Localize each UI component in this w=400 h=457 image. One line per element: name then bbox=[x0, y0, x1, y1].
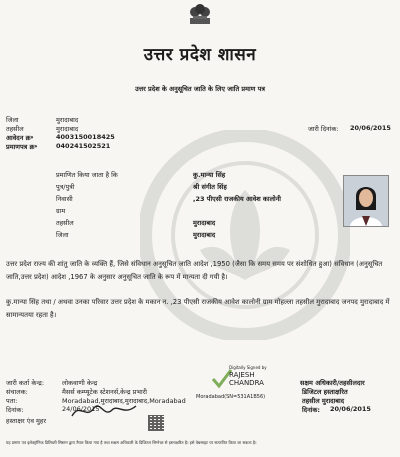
footer-date-label: दिनांक: bbox=[6, 406, 24, 414]
certificate-subtitle: उत्तर प्रदेश के अनुसूचित जाति के लिए जाति प्रमाण पत्र bbox=[135, 85, 265, 93]
digital-signature-block bbox=[211, 365, 285, 393]
digital-signed-by: Digitally Signed by bbox=[229, 365, 267, 370]
certificate-label: प्रमाणपत्र क्र॰ bbox=[6, 143, 38, 151]
tehsil-value: मुरादाबाद bbox=[56, 125, 79, 133]
village-label: ग्राम bbox=[56, 207, 66, 215]
officer-date-label: दिनांक: bbox=[302, 406, 321, 414]
address-value: Moradabad,मुरादाबाद,मुरादाबाद,Moradabad bbox=[62, 397, 186, 405]
application-number: 4003150018425 bbox=[56, 133, 115, 141]
applicant-photo-icon bbox=[344, 176, 388, 226]
footer-date-value: 24/06/2015 bbox=[62, 405, 100, 413]
district-value: मुरादाबाद bbox=[56, 116, 79, 124]
page-title: उत्तर प्रदेश शासन bbox=[143, 45, 257, 65]
address-label: पता: bbox=[6, 397, 18, 405]
detail-district-label: जिला bbox=[56, 231, 69, 239]
officer-place: तहसील मुरादाबाद bbox=[302, 397, 345, 405]
state-emblem-icon bbox=[184, 0, 216, 26]
qr-code-icon bbox=[148, 415, 164, 431]
issue-date-value: 20/06/2015 bbox=[350, 124, 391, 132]
parent-label: पुत्र/पुत्री bbox=[56, 183, 75, 191]
applicant-photo bbox=[343, 175, 389, 227]
issue-date-label: जारी दिनांक: bbox=[308, 125, 339, 133]
district-label: जिला bbox=[6, 116, 19, 124]
issuer-label: जारी कर्ता केन्द्र: bbox=[6, 379, 45, 387]
certify-label: प्रमाणित किया जाता है कि bbox=[56, 171, 118, 179]
detail-tehsil-value: मुरादाबाद bbox=[193, 219, 216, 227]
parent-name: श्री संगीत सिंह bbox=[193, 183, 227, 191]
tehsil-label: तहसील bbox=[6, 125, 24, 133]
officer-date-value: 20/06/2015 bbox=[330, 405, 371, 413]
resident-label: निवासी bbox=[56, 195, 73, 203]
certificate-paragraph-1: उत्तर प्रदेश राज्य की शांतु जाति के व्यक्ति हैं, जिसे संविधान अनुसूचित जाति आदेश ,1950 (जैसा कि समय समय पर संशोधित हुआ) संविधान (अनुसूचित जाति,उत्तर प्रदेश) आदेश ,1967 के अनुसार अनुसूचित जाति के रूप में मान्यता दी गयी है। bbox=[6, 260, 383, 281]
detail-district-value: मुरादाबाद bbox=[193, 231, 216, 239]
digital-signer-name: RAJESH CHANDRA bbox=[229, 371, 264, 387]
handwritten-signature-icon bbox=[70, 400, 140, 422]
certificate-number: 040241502521 bbox=[56, 142, 111, 150]
officer-sign-status: डिजिटल हस्ताक्षरित bbox=[302, 388, 348, 396]
application-label: आवेदन क्र॰ bbox=[6, 134, 34, 142]
disclaimer-text: यह प्रमाण पत्र इलेक्ट्रॉनिक डिलिवरी सिस्टम द्वारा तैयार किया गया है तथा सक्षम अधिकारी के डिजिटल सिग्नेचर से हस्ताक्षरित है। इसे वेबसाइट पर सत्यापित किया जा सकता है। bbox=[6, 440, 257, 445]
digital-serial: Moradabad(SN=531A1B56) bbox=[196, 394, 266, 400]
signature-label: हस्ताक्षर एंव मुहर bbox=[6, 417, 47, 425]
certificate-paragraph-2: कु.मान्या सिंह तथा / अथवा उनका परिवार उत्तर प्रदेश के मकान न. ,23 पीएसी राजकीय आवेश कालोनी ग्राम मोहल्ला तहसील मुरादाबाद जनपद मुरादाबाद में सामान्यतया रहता है। bbox=[6, 298, 390, 319]
operator-label: संचालक: bbox=[6, 388, 28, 396]
detail-tehsil-label: तहसील bbox=[56, 219, 74, 227]
resident-address: ,23 पीएसी राजकीय आवेश कालोनी bbox=[193, 195, 281, 203]
applicant-name: कु.मान्या सिंह bbox=[193, 171, 226, 179]
operator-value: मैसर्स कम्प्यूटेक स्टेशनर्स,केन्द्र प्रभारी bbox=[62, 388, 147, 396]
officer-title: सक्षम अधिकारी/तहसीलदार bbox=[300, 379, 365, 387]
issuer-value: लोकवाणी केन्द्र bbox=[62, 379, 98, 387]
